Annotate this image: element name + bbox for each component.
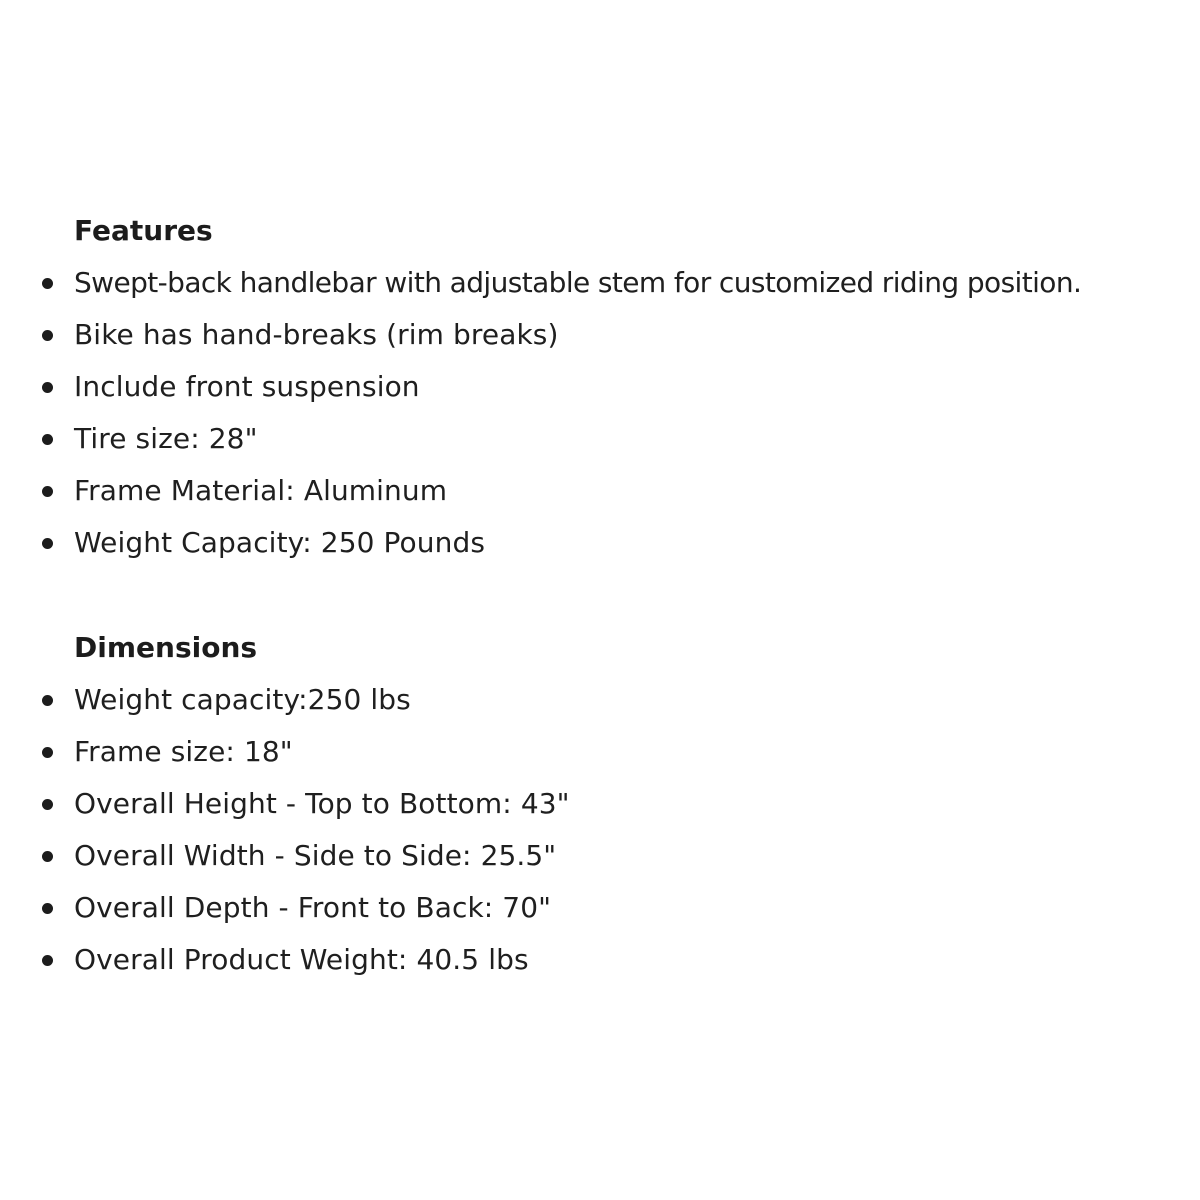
dimension-text: Frame size: 18" [74, 735, 293, 768]
feature-text: Swept-back handlebar with adjustable stem for customized riding position. [74, 266, 1082, 299]
list-item [0, 367, 1200, 419]
bullet-icon [42, 538, 53, 549]
dimension-text: Overall Depth - Front to Back: 70" [74, 891, 552, 924]
dimension-text: Overall Width - Side to Side: 25.5" [74, 839, 557, 872]
list-item [0, 315, 1200, 367]
feature-text: Weight Capacity: 250 Pounds [74, 526, 486, 559]
bullet-icon [42, 434, 53, 445]
bullet-icon [42, 695, 53, 706]
features-list [0, 263, 1200, 575]
bullet-icon [42, 851, 53, 862]
feature-text: Include front suspension [74, 370, 420, 403]
list-item [0, 784, 1200, 836]
bullet-icon [42, 486, 53, 497]
feature-text: Tire size: 28" [74, 422, 258, 455]
bullet-icon [42, 747, 53, 758]
dimension-text: Weight capacity:250 lbs [74, 683, 411, 716]
dimension-text: Overall Height - Top to Bottom: 43" [74, 787, 570, 820]
bullet-icon [42, 382, 53, 393]
list-item [0, 732, 1200, 784]
bullet-icon [42, 278, 53, 289]
list-item [0, 523, 1200, 575]
bullet-icon [42, 330, 53, 341]
bullet-icon [42, 903, 53, 914]
feature-text: Frame Material: Aluminum [74, 474, 448, 507]
list-item [0, 263, 1200, 315]
bullet-icon [42, 955, 53, 966]
list-item [0, 836, 1200, 888]
list-item [0, 888, 1200, 940]
list-item [0, 940, 1200, 992]
dimensions-list [0, 680, 1200, 992]
feature-text: Bike has hand-breaks (rim breaks) [74, 318, 559, 351]
dimension-text: Overall Product Weight: 40.5 lbs [74, 943, 529, 976]
bullet-icon [42, 799, 53, 810]
list-item [0, 419, 1200, 471]
features-heading: Features [74, 214, 213, 247]
dimensions-heading: Dimensions [74, 631, 258, 664]
list-item [0, 471, 1200, 523]
list-item [0, 680, 1200, 732]
